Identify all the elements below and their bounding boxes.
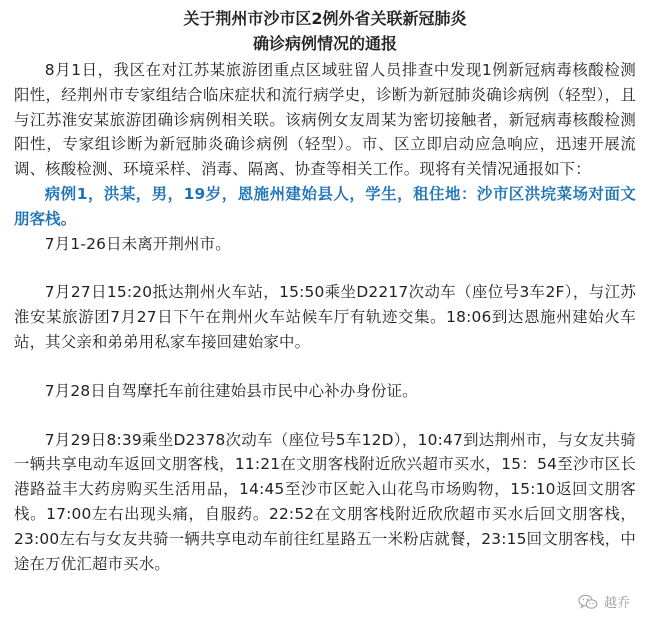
- paragraph-spacer: [14, 404, 636, 428]
- wechat-icon: [578, 594, 598, 610]
- timeline-jul28: 7月28日自驾摩托车前往建始县市民中心补办身份证。: [44, 381, 418, 400]
- timeline-jul1-26: 7月1-26日未离开荆州市。: [44, 234, 231, 253]
- paragraph-spacer: [14, 256, 636, 280]
- timeline-jul29: 7月29日8:39乘坐D2378次动车（座位号5车12D），10:47到达荆州市，与女友共骑一辆共享电动车返回文朋客栈，11:21在文朋客栈附近欣兴超市买水，15：54至沙市区长港路益丰大药房购买生活用品，14:45至沙市区蛇入山花鸟市场购物，15:10返回文朋客栈。17:00左右出现头痛，自服药。22:52在文朋客栈附近欣欣超市买水后回文朋客栈，23:00左右与女友共骑一辆共享电动车前往红星路五一米粉店就餐，23:15回文朋客栈，中途在万优汇超市买水。: [14, 430, 636, 573]
- paragraph-spacer: [14, 355, 636, 379]
- account-watermark: [578, 592, 630, 611]
- document-title-line1: 关于荆州市沙市区2例外省关联新冠肺炎: [183, 9, 467, 28]
- timeline-jul27: 7月27日15:20抵达荆州火车站，15:50乘坐D2217次动车（座位号3车2F），与江苏淮安某旅游团7月27日下午在荆州火车站候车厅有轨迹交集。18:06到达恩施州建始火车站，其父亲和弟弟用私家车接回建始家中。: [14, 283, 636, 351]
- document-title-line2: 确诊病例情况的通报: [252, 34, 397, 53]
- watermark-text: 越乔: [603, 596, 630, 611]
- intro-paragraph: 8月1日，我区在对江苏某旅游团重点区域驻留人员排查中发现1例新冠病毒核酸检测阳性，经荆州市专家组结合临床症状和流行病学史，诊断为新冠肺炎确诊病例（轻型），且与江苏淮安某旅游团确诊病例相关联。该病例女友周某为密切接触者，新冠病毒核酸检测阳性，专家组诊断为新冠肺炎确诊病例（轻型）。市、区立即启动应急响应，迅速开展流调、核酸检测、环境采样、消毒、隔离、协查等相关工作。现将有关情况通报如下：: [14, 61, 636, 179]
- case1-header: 病例1，洪某，男，19岁，恩施州建始县人，学生，租住地：沙市区洪垸菜场对面文朋客栈。: [14, 184, 636, 228]
